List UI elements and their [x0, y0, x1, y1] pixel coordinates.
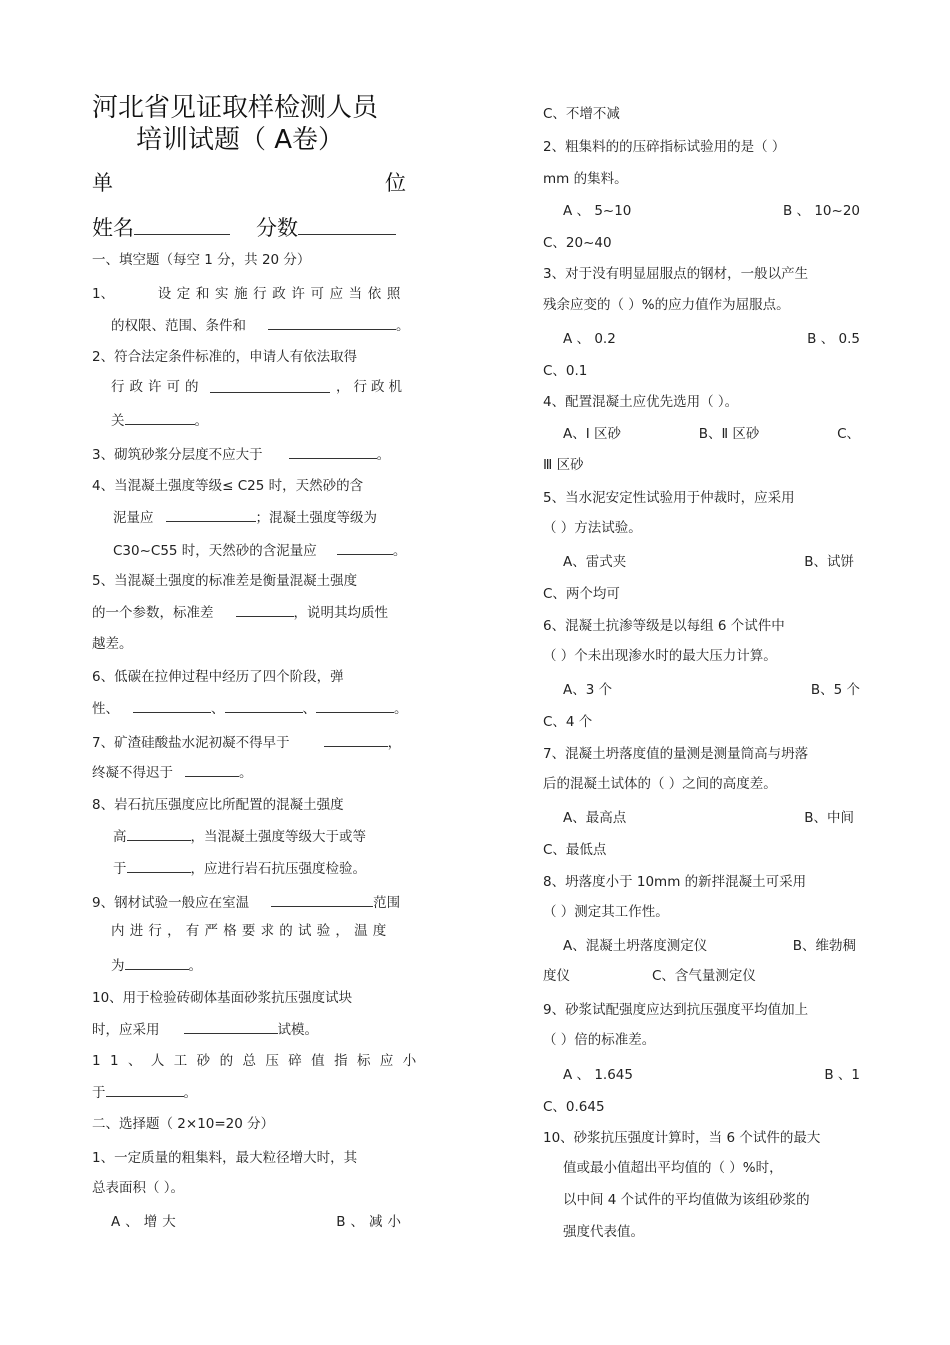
- score-blank[interactable]: [298, 212, 396, 235]
- s1-q1-line1: 1、 设定和实施行政许可应当依照: [92, 286, 406, 302]
- unit-char-1: 单: [92, 171, 113, 195]
- s2-q3-options: [563, 330, 860, 348]
- s2-q6-option-c[interactable]: C、4 个: [543, 714, 593, 730]
- s2-q2-option-b[interactable]: B 、 10~20: [782, 203, 860, 219]
- s1-q9-blank2[interactable]: [125, 955, 189, 970]
- s2-q8-option-b[interactable]: B、维勃稠: [792, 938, 856, 954]
- s1-q3-blank[interactable]: [289, 444, 377, 459]
- s2-q4-options: [563, 425, 860, 443]
- s2-q4-option-a[interactable]: A、Ⅰ 区砂: [563, 426, 622, 442]
- s1-q6-blank1[interactable]: [133, 698, 211, 713]
- s1-q2-line1: 2、符合法定条件标准的，申请人有依法取得: [92, 349, 358, 365]
- s2-q3-option-b[interactable]: B 、 0.5: [807, 331, 860, 347]
- s1-q10-line2: 时，应采用 试模。: [92, 1019, 318, 1039]
- s1-q7-line1: 7、矿渣硅酸盐水泥初凝不得早于 ，: [92, 732, 401, 752]
- title-line-1: 河北省见证取样检测人员: [92, 93, 379, 123]
- s2-q8-options: [563, 937, 856, 955]
- s2-q10-line4: 强度代表值。: [563, 1224, 644, 1240]
- s1-q8-blank2[interactable]: [127, 858, 191, 873]
- s2-q1-option-b[interactable]: B、减小: [336, 1214, 406, 1230]
- s1-q1-blank[interactable]: [268, 315, 396, 330]
- s1-q7-blank1[interactable]: [324, 732, 388, 747]
- s1-q11-blank[interactable]: [106, 1082, 184, 1097]
- s1-q4-line2: 泥量应 ；混凝土强度等级为: [113, 507, 377, 527]
- s2-q8-option-a[interactable]: A、混凝土坍落度测定仪: [563, 938, 708, 954]
- s1-q7-blank2[interactable]: [185, 762, 239, 777]
- s2-q7-option-a[interactable]: A、最高点: [563, 810, 627, 826]
- s2-q9-line2: （ ）倍的标准差。: [543, 1032, 656, 1048]
- s1-q6-blank2[interactable]: [225, 698, 303, 713]
- s1-q10-blank[interactable]: [184, 1019, 278, 1034]
- s2-q4-line1: 4、配置混凝土应优先选用（ ）。: [543, 394, 739, 410]
- s2-q7-line2: 后的混凝土试体的（ ）之间的高度差。: [543, 776, 777, 792]
- s2-q1-option-a[interactable]: A、增大: [111, 1214, 181, 1230]
- s2-q8-options-row2: [543, 967, 756, 985]
- s1-q4-blank2[interactable]: [337, 540, 393, 555]
- s2-q8-option-b-cont[interactable]: 度仪: [543, 968, 570, 984]
- s2-q3-option-a[interactable]: A 、 0.2: [563, 331, 616, 347]
- s1-q9-line2: 内进行，有严格要求的试验，温度: [111, 923, 392, 939]
- s2-q5-option-c[interactable]: C、两个均可: [543, 586, 620, 602]
- s1-q2-blank1[interactable]: [210, 378, 330, 393]
- s2-q8-option-c[interactable]: C、含气量测定仪: [652, 968, 756, 984]
- s1-q6-line1: 6、低碳在拉伸过程中经历了四个阶段，弹: [92, 669, 344, 685]
- s2-q3-line2: 残余应变的（ ）%的应力值作为屈服点。: [543, 297, 790, 313]
- s1-q1-line2: 的权限、范围、条件和 。: [111, 315, 410, 335]
- s1-q2-line3: 关 。: [111, 410, 208, 430]
- title-line-2: 培训试题（ A卷）: [136, 125, 345, 155]
- s2-q6-line2: （ ）个未出现渗水时的最大压力计算。: [543, 648, 777, 664]
- s1-q9-line3: 为 。: [111, 955, 202, 975]
- name-score-row: [92, 212, 396, 241]
- score-label: 分数: [256, 216, 298, 240]
- s2-q2-option-a[interactable]: A 、 5~10: [563, 203, 632, 219]
- s1-q5-line2: 的一个参数，标准差 ，说明其均质性: [92, 602, 388, 622]
- s2-q6-option-b[interactable]: B、5 个: [810, 682, 860, 698]
- s2-q7-options: [563, 809, 854, 827]
- s2-q9-option-c[interactable]: C、0.645: [543, 1099, 605, 1115]
- unit-row: [92, 170, 406, 196]
- s2-q10-line3: 以中间 4 个试件的平均值做为该组砂浆的: [563, 1192, 810, 1208]
- s2-q5-line1: 5、当水泥安定性试验用于仲裁时，应采用: [543, 490, 795, 506]
- s1-q5-line3: 越差。: [92, 636, 133, 652]
- s1-q9-line1: 9、钢材试验一般应在室温 范围: [92, 892, 400, 912]
- s1-q8-line3: 于 ，应进行岩石抗压强度检验。: [113, 858, 366, 878]
- s2-q7-option-b[interactable]: B、中间: [804, 810, 854, 826]
- s2-q8-line2: （ ）测定其工作性。: [543, 904, 669, 920]
- s2-q1-line2: 总表面积（ ）。: [92, 1180, 185, 1196]
- s1-q8-blank1[interactable]: [127, 826, 191, 841]
- s2-q4-option-c-prefix[interactable]: C、: [837, 426, 860, 442]
- s1-q9-blank1[interactable]: [271, 892, 373, 907]
- s2-q4-option-b[interactable]: B、Ⅱ 区砂: [698, 426, 760, 442]
- section1-heading: 一、填空题（每空 1 分，共 20 分）: [92, 252, 311, 268]
- s2-q7-line1: 7、混凝土坍落度值的量测是测量筒高与坍落: [543, 746, 809, 762]
- s2-q5-option-b[interactable]: B、试饼: [804, 554, 854, 570]
- s1-q8-line2: 高 ，当混凝土强度等级大于或等: [113, 826, 366, 846]
- s1-q2-blank2[interactable]: [125, 410, 195, 425]
- s1-q6-blank3[interactable]: [316, 698, 394, 713]
- s1-q8-line1: 8、岩石抗压强度应比所配置的混凝土强度: [92, 797, 344, 813]
- s1-q11-line1: 11、人工砂的总压碎值指标应小: [92, 1053, 426, 1069]
- s1-q11-line2: 于 。: [92, 1082, 197, 1102]
- s1-q6-line2: 性、 、 、 。: [92, 698, 408, 718]
- s1-q3-line1: 3、砌筑砂浆分层度不应大于 。: [92, 444, 390, 464]
- s1-q4-blank1[interactable]: [166, 507, 256, 522]
- s2-q5-line2: （ ）方法试验。: [543, 520, 642, 536]
- s2-q9-line1: 9、砂浆试配强度应达到抗压强度平均值加上: [543, 1002, 809, 1018]
- s2-q2-line2: mm 的集料。: [543, 171, 628, 187]
- s2-q6-option-a[interactable]: A、3 个: [563, 682, 613, 698]
- s2-q3-line1: 3、对于没有明显屈服点的钢材，一般以产生: [543, 266, 809, 282]
- s2-q4-option-c[interactable]: Ⅲ 区砂: [543, 457, 584, 473]
- s2-q10-line2: 值或最小值超出平均值的（ ）%时，: [563, 1160, 783, 1176]
- s1-q2-line2: 行政许可的 ，行政机: [111, 379, 406, 395]
- s2-q5-options: [563, 553, 854, 571]
- s1-q4-line1: 4、当混凝土强度等级≤ C25 时，天然砂的含: [92, 478, 364, 494]
- s2-q6-line1: 6、混凝土抗渗等级是以每组 6 个试件中: [543, 618, 785, 634]
- s1-q5-line1: 5、当混凝土强度的标准差是衡量混凝土强度: [92, 573, 358, 589]
- s2-q9-option-b[interactable]: B 、1: [824, 1067, 860, 1083]
- s2-q1-option-c[interactable]: C、不增不减: [543, 106, 620, 122]
- s2-q1-options: [111, 1213, 406, 1231]
- name-label: 姓名: [92, 216, 134, 240]
- s1-q7-line2: 终凝不得迟于 。: [92, 762, 253, 782]
- s2-q2-options: [563, 202, 860, 220]
- s2-q7-option-c[interactable]: C、最低点: [543, 842, 607, 858]
- s2-q5-option-a[interactable]: A、雷式夹: [563, 554, 627, 570]
- section2-heading: 二、选择题（ 2×10=20 分）: [92, 1116, 275, 1132]
- s2-q1-line1: 1、一定质量的粗集料，最大粒径增大时，其: [92, 1150, 358, 1166]
- name-blank[interactable]: [134, 212, 230, 235]
- s2-q9-options: [563, 1066, 860, 1084]
- s2-q10-line1: 10、砂浆抗压强度计算时，当 6 个试件的最大: [543, 1130, 821, 1146]
- s1-q5-blank[interactable]: [236, 602, 294, 617]
- s2-q9-option-a[interactable]: A 、 1.645: [563, 1067, 633, 1083]
- s2-q2-option-c[interactable]: C、20~40: [543, 235, 612, 251]
- s2-q2-line1: 2、粗集料的的压碎指标试验用的是（ ）: [543, 139, 786, 155]
- s1-q4-line3: C30~C55 时，天然砂的含泥量应 。: [113, 540, 406, 560]
- unit-char-2: 位: [385, 171, 406, 195]
- s1-q10-line1: 10、用于检验砖砌体基面砂浆抗压强度试块: [92, 990, 353, 1006]
- s2-q8-line1: 8、坍落度小于 10mm 的新拌混凝土可采用: [543, 874, 807, 890]
- s2-q6-options: [563, 681, 860, 699]
- s2-q3-option-c[interactable]: C、0.1: [543, 363, 588, 379]
